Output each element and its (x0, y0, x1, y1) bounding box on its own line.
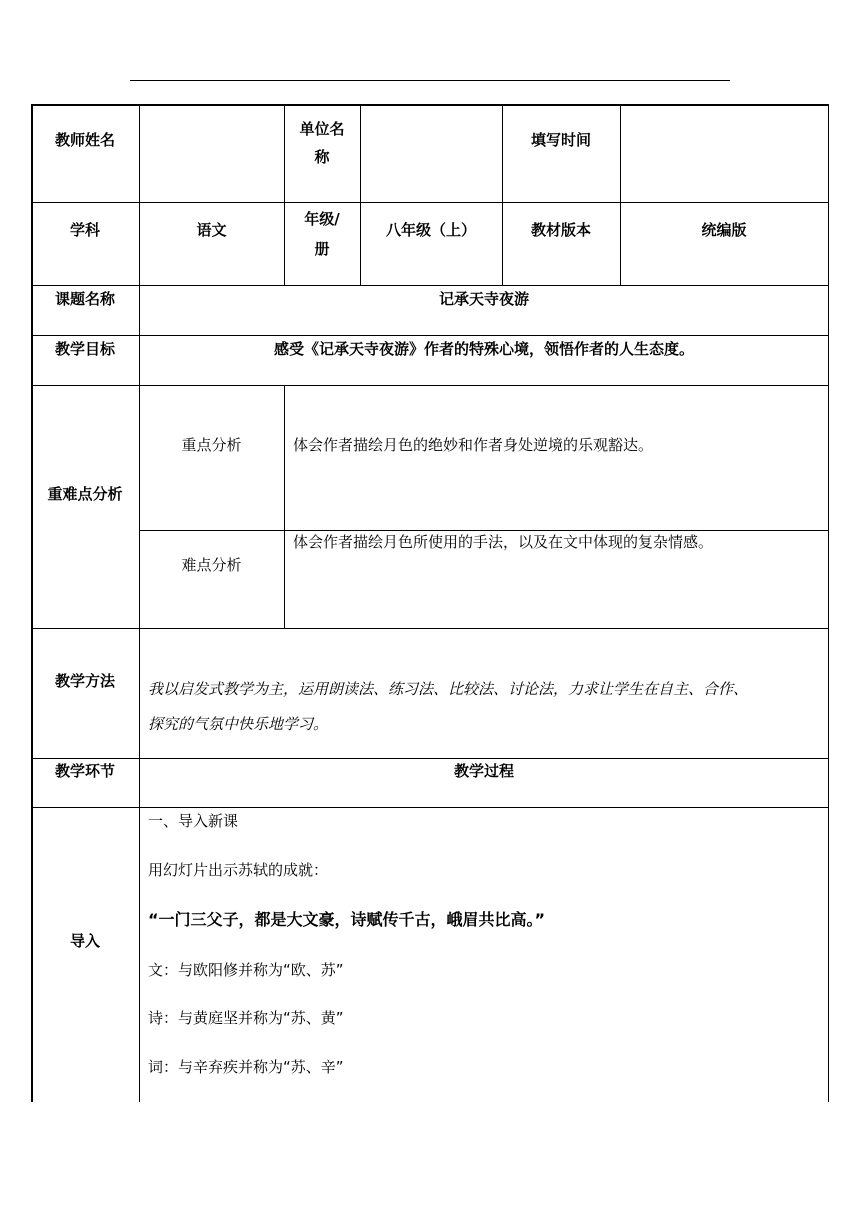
col-divider (360, 104, 361, 285)
difficulty-label: 难点分析 (181, 556, 242, 574)
method-text-line2: 探究的气氛中快乐地学习。 (148, 715, 329, 733)
method-label: 教学方法 (54, 672, 115, 690)
teacher-name-label: 教师姓名 (54, 131, 115, 149)
unit-name-label (284, 115, 360, 171)
process-label: 教学过程 (453, 762, 514, 780)
lesson-plan-table (31, 104, 829, 1102)
row-divider (31, 628, 829, 629)
intro-label: 导入 (69, 932, 100, 950)
intro-line: 一、导入新课 (148, 812, 239, 830)
row-divider (31, 202, 829, 203)
col-divider (139, 104, 140, 1102)
table-border-right (828, 104, 829, 1102)
row-divider (31, 335, 829, 336)
intro-line: 用幻灯片出示苏轼的成就： (148, 861, 329, 879)
table-border-top (31, 104, 829, 106)
analysis-label: 重难点分析 (47, 485, 123, 503)
subject-label: 学科 (69, 221, 100, 239)
row-divider (31, 285, 829, 286)
key-point-label: 重点分析 (181, 436, 242, 454)
grade-label (284, 204, 360, 264)
subject-value: 语文 (196, 221, 227, 239)
unit-name-label-line1: 单位名 (299, 120, 345, 138)
table-border-left (31, 104, 33, 1102)
row-divider (31, 385, 829, 386)
intro-line: 词：与辛弃疾并称为“苏、辛” (148, 1058, 344, 1076)
objective-value: 感受《记承天寺夜游》作者的特殊心境，领悟作者的人生态度。 (273, 340, 694, 358)
difficulty-value: 体会作者描绘月色所使用的手法，以及在文中体现的复杂情感。 (293, 533, 714, 551)
textbook-value: 统编版 (701, 221, 747, 239)
intro-quote: “一门三父子，都是大文豪，诗赋传千古，峨眉共比高。” (148, 910, 546, 929)
intro-line: 文：与欧阳修并称为“欧、苏” (148, 961, 344, 979)
method-text-line1: 我以启发式教学为主，运用朗读法、练习法、比较法、讨论法，力求让学生在自主、合作、 (148, 680, 749, 698)
objective-label: 教学目标 (54, 340, 115, 358)
grade-label-line2: 册 (314, 240, 330, 258)
fill-time-label: 填写时间 (530, 131, 591, 149)
grade-label-line1: 年级/ (304, 210, 340, 228)
col-divider (620, 104, 621, 285)
row-divider (139, 530, 829, 531)
lesson-title-label: 课题名称 (54, 290, 115, 308)
lesson-title-value: 记承天寺夜游 (438, 290, 529, 308)
row-divider (31, 807, 829, 808)
col-divider (284, 385, 285, 628)
intro-line: 诗：与黄庭坚并称为“苏、黄” (148, 1009, 344, 1027)
textbook-label: 教材版本 (530, 221, 591, 239)
stage-label: 教学环节 (54, 762, 115, 780)
unit-name-label-line2: 称 (314, 148, 330, 166)
grade-value: 八年级（上） (385, 221, 476, 239)
key-point-value: 体会作者描绘月色的绝妙和作者身处逆境的乐观豁达。 (293, 436, 654, 454)
row-divider (31, 758, 829, 759)
header-rule (130, 80, 730, 81)
